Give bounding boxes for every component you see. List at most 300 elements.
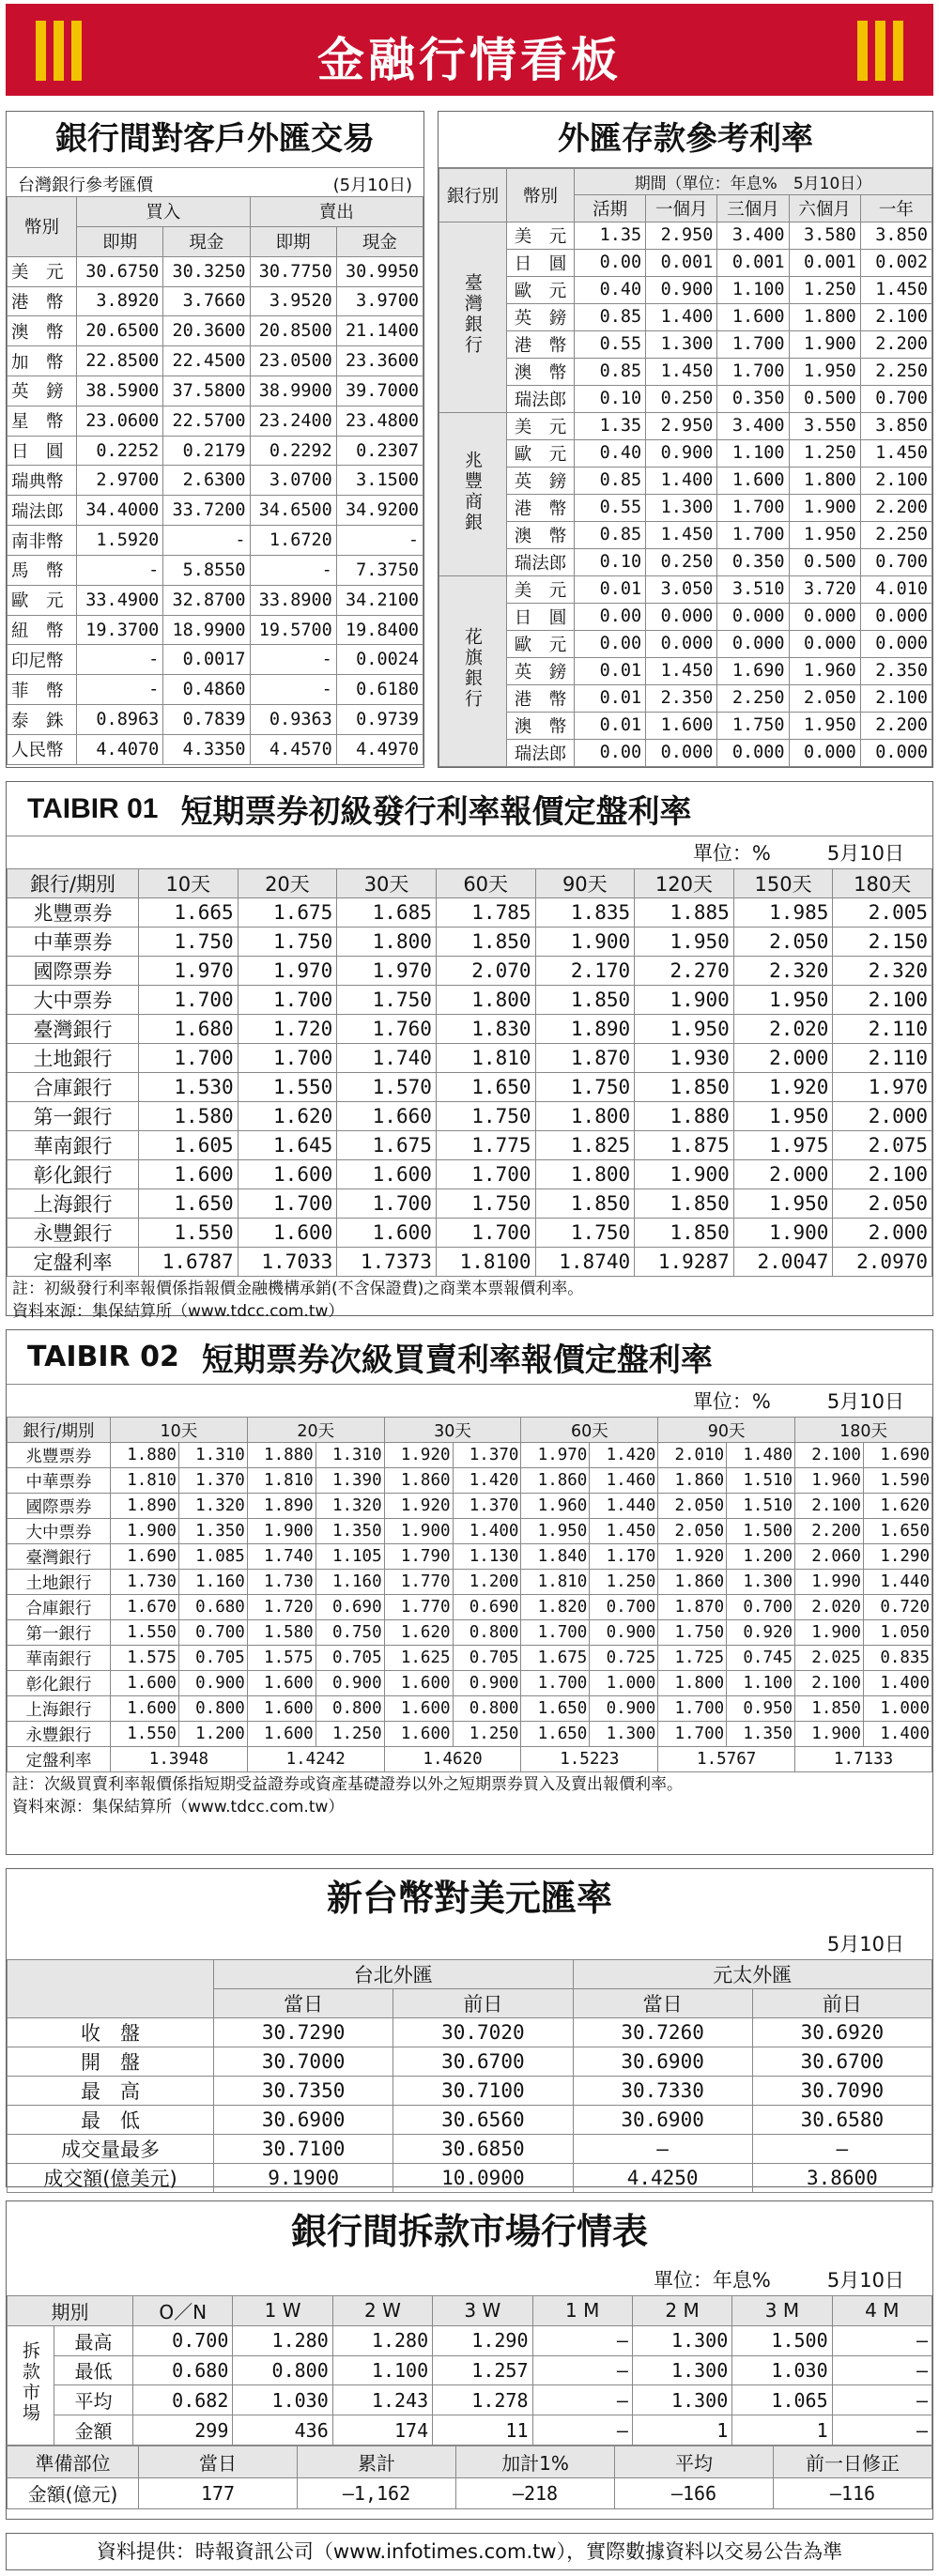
deposit-row	[439, 494, 932, 521]
table-row	[8, 1468, 932, 1494]
ntd-row	[8, 2018, 932, 2047]
rate-value: 1.770	[384, 1595, 453, 1620]
rate-value: 1.450	[590, 1519, 658, 1544]
rate-value: 1.5920	[77, 526, 163, 556]
rate-value: 1.750	[658, 1620, 727, 1646]
fixing-row	[8, 1747, 932, 1772]
rate-value: 10.0900	[393, 2164, 573, 2193]
rate-value: 1.950	[635, 928, 734, 957]
rate-value: 0.350	[717, 548, 789, 575]
rate-value: 0.500	[789, 548, 860, 575]
rate-value: 1.985	[733, 898, 833, 928]
rate-value: 1.000	[590, 1671, 658, 1696]
rate-value: 23.2400	[250, 406, 336, 436]
rate-value: 1.600	[717, 303, 789, 330]
rate-value: 34.2100	[336, 585, 423, 615]
rate-value: 1.6720	[250, 526, 336, 556]
rate-value: 1.300	[646, 494, 717, 521]
rate-value: 1	[732, 2415, 832, 2446]
rate-value: 1.685	[337, 898, 437, 928]
rate-value: 1.950	[521, 1519, 590, 1544]
rate-value: 0.800	[233, 2355, 332, 2385]
ntd-row	[8, 2135, 932, 2164]
rate-value: 2.110	[833, 1015, 932, 1044]
fx-row	[8, 256, 423, 286]
rate-value: 0.000	[789, 739, 860, 766]
rate-value: 1.440	[863, 1570, 931, 1595]
rate-value: 1.400	[453, 1519, 521, 1544]
rate-value: 0.000	[717, 603, 789, 630]
rate-value: 1.740	[247, 1544, 316, 1570]
rate-value: 2.010	[658, 1443, 727, 1468]
rate-value: 1.970	[238, 957, 337, 986]
rate-value: 1.960	[789, 657, 860, 684]
rate-value: 22.4500	[163, 346, 250, 376]
rate-value: -	[77, 555, 163, 585]
rate-value: -	[336, 526, 423, 556]
rate-value: 2.200	[860, 712, 931, 739]
rate-value: 1.35	[575, 412, 646, 439]
rate-value: 1.800	[535, 1102, 635, 1131]
interbank-panel	[6, 2200, 933, 2520]
rate-value: 2.110	[833, 1044, 932, 1073]
rate-value: 1.030	[233, 2385, 332, 2415]
rate-value: 1.250	[453, 1722, 521, 1747]
row-label: 合庫銀行	[8, 1595, 111, 1620]
currency-name: 紐 幣	[8, 615, 77, 645]
rate-value: 0.500	[789, 385, 860, 412]
table-row	[8, 1102, 932, 1131]
rate-value: 1.660	[337, 1102, 437, 1131]
rate-value: 1.290	[863, 1544, 931, 1570]
row-label: 最低	[54, 2355, 133, 2385]
table-row	[8, 1595, 932, 1620]
deposit-row	[439, 548, 932, 575]
rate-value: 0.800	[453, 1620, 521, 1646]
rate-value: 23.4800	[336, 406, 423, 436]
rate-value: 0.001	[717, 249, 789, 276]
rate-value: 0.01	[575, 657, 646, 684]
ntd-usd-panel	[6, 1868, 933, 2190]
table-row	[8, 1519, 932, 1544]
header-row	[8, 1418, 932, 1443]
rate-value: 1.760	[337, 1015, 437, 1044]
rate-value: 1.160	[316, 1570, 384, 1595]
column-header: 30天	[337, 869, 437, 898]
column-header: 120天	[635, 869, 734, 898]
fx-row	[8, 555, 423, 585]
rate-value: 1.530	[139, 1073, 239, 1102]
rate-value: 4.010	[860, 575, 931, 603]
currency-name: 港 幣	[507, 494, 575, 521]
currency-name: 歐 元	[507, 630, 575, 657]
rate-value: –116	[774, 2477, 932, 2509]
fx-row	[8, 645, 423, 675]
rate-value: 1.750	[535, 1219, 635, 1248]
rate-value: 1.200	[727, 1544, 795, 1570]
taibir02-table	[7, 1417, 932, 1772]
rate-value: 0.0017	[163, 645, 250, 675]
taibir01-note: 註：初級發行利率報價係指報價金融機構承銷(不含保證費)之商業本票報價利率。	[12, 1280, 584, 1298]
rate-value: 3.8600	[752, 2164, 931, 2193]
rate-value: 30.7750	[250, 256, 336, 286]
rate-value: -	[250, 645, 336, 675]
rate-value: 1.300	[590, 1722, 658, 1747]
rate-value: 1.3948	[111, 1747, 248, 1772]
row-label: 彰化銀行	[8, 1160, 139, 1189]
rate-value: 1.35	[575, 222, 646, 249]
rate-value: 2.025	[795, 1646, 864, 1671]
rate-value: 1.600	[646, 712, 717, 739]
rate-value: 1.620	[238, 1102, 337, 1131]
header-row	[8, 2296, 932, 2326]
rate-value: 2.320	[733, 957, 833, 986]
rate-value: 1.720	[247, 1595, 316, 1620]
rate-value: 0.001	[789, 249, 860, 276]
rate-value: 1.7373	[337, 1248, 437, 1277]
rate-value: 1.850	[535, 1189, 635, 1219]
rate-value: 1.5223	[521, 1747, 658, 1772]
row-label: 收 盤	[8, 2018, 214, 2047]
side-label: 拆款市場	[20, 2341, 40, 2425]
deposit-row	[439, 439, 932, 467]
rate-value: 1.850	[635, 1073, 734, 1102]
rate-value: 0.800	[453, 1696, 521, 1722]
rate-value: 1.000	[863, 1696, 931, 1722]
interbank-date: 5月10日	[826, 2269, 904, 2292]
rate-value: 1.4620	[384, 1747, 521, 1772]
reserve-table	[7, 2446, 932, 2509]
rate-value: 1.278	[433, 2385, 532, 2415]
column-header: 90天	[535, 869, 635, 898]
fx-h-sell: 賣出	[250, 197, 423, 227]
rate-value: 2.0970	[833, 1248, 932, 1277]
rate-value: 1.030	[732, 2355, 832, 2385]
rate-value: 1.250	[789, 276, 860, 303]
rate-value: 2.100	[860, 467, 931, 494]
rate-value: 0.700	[590, 1595, 658, 1620]
deposit-h-bank: 銀行別	[439, 169, 507, 222]
rate-value: 0.680	[133, 2355, 233, 2385]
rate-value: 1.170	[590, 1544, 658, 1570]
deposit-h-term: 一年	[860, 194, 931, 222]
rate-value: 1.690	[863, 1443, 931, 1468]
table-row	[8, 1722, 932, 1747]
row-label: 大中票券	[8, 1519, 111, 1544]
rate-value: 30.6580	[752, 2106, 931, 2135]
rate-value: 1.860	[658, 1468, 727, 1494]
interbank-row	[8, 2355, 932, 2385]
rate-value: 33.7200	[163, 496, 250, 526]
row-label: 土地銀行	[8, 1044, 139, 1073]
rate-value: 0.85	[575, 358, 646, 385]
rate-value: 0.2292	[250, 436, 336, 466]
rate-value: 2.100	[795, 1671, 864, 1696]
rate-value: 1.950	[733, 1189, 833, 1219]
rate-value: 11	[433, 2415, 532, 2446]
rate-value: 1.600	[238, 1160, 337, 1189]
rate-value: 1.250	[590, 1570, 658, 1595]
column-header: 3 M	[732, 2296, 832, 2326]
column-header: O／N	[133, 2296, 233, 2326]
rate-value: 1.900	[635, 986, 734, 1015]
rate-value: 1.085	[178, 1544, 247, 1570]
rate-value: 1.810	[247, 1468, 316, 1494]
rate-value: 0.700	[178, 1620, 247, 1646]
rate-value: 1.950	[733, 1102, 833, 1131]
rate-value: 20.3600	[163, 316, 250, 346]
table-row	[8, 1443, 932, 1468]
taibir01-unit: 單位：%	[692, 842, 771, 865]
column-header: 加計1%	[456, 2446, 615, 2478]
rate-value: 1.830	[436, 1015, 535, 1044]
rate-value: 0.00	[575, 603, 646, 630]
row-label: 第一銀行	[8, 1620, 111, 1646]
deposit-row	[439, 739, 932, 766]
row-label: 最高	[54, 2325, 133, 2355]
rate-value: 0.0024	[336, 645, 423, 675]
rate-value: 1.600	[717, 467, 789, 494]
rate-value: 2.100	[860, 303, 931, 330]
row-label: 大中票券	[8, 986, 139, 1015]
rate-value: 1.600	[384, 1722, 453, 1747]
deposit-h-term: 六個月	[789, 194, 860, 222]
currency-name: 馬 幣	[8, 555, 77, 585]
rate-value: 1.930	[635, 1044, 734, 1073]
rate-value: 20.8500	[250, 316, 336, 346]
rate-value: 1.970	[139, 957, 239, 986]
rate-value: 1.600	[111, 1696, 179, 1722]
rate-value: 0.4860	[163, 675, 250, 705]
column-header: 1 W	[233, 2296, 332, 2326]
rate-value: 1.960	[521, 1494, 590, 1519]
rate-value: –	[532, 2385, 632, 2415]
deposit-row	[439, 575, 932, 603]
table-row	[8, 1646, 932, 1671]
banner	[6, 4, 933, 96]
fx-date: (5月10日)	[332, 176, 412, 195]
column-header: 前一日修正	[774, 2446, 932, 2478]
row-label: 中華票券	[8, 928, 139, 957]
rate-value: 1.600	[238, 1219, 337, 1248]
rate-value: 30.9950	[336, 256, 423, 286]
rate-value: 2.350	[646, 684, 717, 712]
column-header: 20天	[238, 869, 337, 898]
rate-value: 1.350	[727, 1722, 795, 1747]
rate-value: -	[250, 675, 336, 705]
rate-value: 1.850	[635, 1219, 734, 1248]
rate-value: 0.725	[590, 1646, 658, 1671]
rate-value: 1.065	[732, 2385, 832, 2415]
table-row	[8, 1073, 932, 1102]
rate-value: 0.000	[646, 630, 717, 657]
currency-name: 英 鎊	[507, 303, 575, 330]
column-header: 20天	[247, 1418, 384, 1443]
column-header: 10天	[139, 869, 239, 898]
rate-value: –1,162	[298, 2477, 456, 2509]
rate-value: 4.4250	[573, 2164, 752, 2193]
rate-value: 2.0047	[733, 1248, 833, 1277]
rate-value: 1.880	[111, 1443, 179, 1468]
rate-value: 2.100	[833, 1160, 932, 1189]
deposit-row	[439, 385, 932, 412]
row-label: 平均	[54, 2385, 133, 2415]
column-header: 累計	[298, 2446, 456, 2478]
rate-value: 1.450	[646, 521, 717, 548]
rate-value: 0.01	[575, 575, 646, 603]
rate-value: 1.900	[384, 1519, 453, 1544]
rate-value: 3.400	[717, 222, 789, 249]
rate-value: 1.7033	[238, 1248, 337, 1277]
deposit-row	[439, 249, 932, 276]
fx-row	[8, 316, 423, 346]
rate-value: 0.800	[316, 1696, 384, 1722]
currency-name: 菲 幣	[8, 675, 77, 705]
rate-value: 2.200	[860, 330, 931, 358]
table-row	[8, 1620, 932, 1646]
rate-value: 1.200	[178, 1722, 247, 1747]
rate-value: 1.890	[111, 1494, 179, 1519]
currency-name: 澳 幣	[507, 712, 575, 739]
rate-value: 0.9363	[250, 705, 336, 735]
rate-value: 1.850	[436, 928, 535, 957]
rate-value: 1.310	[316, 1443, 384, 1468]
deposit-bank-name	[439, 575, 507, 766]
rate-value: 0.690	[453, 1595, 521, 1620]
column-header: 60天	[436, 869, 535, 898]
currency-name: 人民幣	[8, 734, 77, 764]
rate-value: 2.005	[833, 898, 932, 928]
currency-name: 瑞法郎	[507, 739, 575, 766]
rate-value: 1.890	[247, 1494, 316, 1519]
rate-value: 1.200	[453, 1570, 521, 1595]
rate-value: 22.5700	[163, 406, 250, 436]
rate-value: 1.950	[789, 521, 860, 548]
rate-value: 1.670	[111, 1595, 179, 1620]
rate-value: 1.800	[789, 303, 860, 330]
rate-value: 1.450	[860, 276, 931, 303]
currency-name: 港 幣	[507, 330, 575, 358]
rate-value: 1.280	[233, 2325, 332, 2355]
rate-value: 3.510	[717, 575, 789, 603]
rate-value: 0.000	[646, 603, 717, 630]
rate-value: 30.7350	[214, 2077, 393, 2106]
deposit-h-currency: 幣別	[507, 169, 575, 222]
rate-value: 22.8500	[77, 346, 163, 376]
rate-value: 1.880	[635, 1102, 734, 1131]
market-label	[8, 2325, 54, 2445]
rate-value: 1.730	[111, 1570, 179, 1595]
rate-value: 1.900	[789, 330, 860, 358]
ntd-h-taipei: 台北外匯	[214, 1960, 574, 1989]
rate-value: 1.320	[178, 1494, 247, 1519]
rate-value: 1.460	[590, 1468, 658, 1494]
fx-h-cash: 現金	[336, 226, 423, 256]
rate-value: 1.860	[384, 1468, 453, 1494]
taibir01-title: 短期票券初級發行利率報價定盤利率	[180, 793, 692, 831]
ntd-row	[8, 2164, 932, 2193]
row-label: 定盤利率	[8, 1248, 139, 1277]
rate-value: 1.600	[247, 1671, 316, 1696]
currency-name: 歐 元	[507, 439, 575, 467]
rate-value: 1.700	[717, 521, 789, 548]
rate-value: 30.6900	[573, 2106, 752, 2135]
rate-value: 2.050	[658, 1519, 727, 1544]
rate-value: 30.7100	[393, 2077, 573, 2106]
rate-value: 1.650	[521, 1722, 590, 1747]
rate-value: 2.200	[860, 494, 931, 521]
column-header: 30天	[384, 1418, 521, 1443]
rate-value: 4.4970	[336, 734, 423, 764]
rate-value: –	[832, 2355, 931, 2385]
interbank-row	[8, 2325, 932, 2355]
rate-value: 0.900	[590, 1620, 658, 1646]
currency-name: 南非幣	[8, 526, 77, 556]
rate-value: 1.8100	[436, 1248, 535, 1277]
rate-value: 1.580	[247, 1620, 316, 1646]
rate-value: 2.050	[833, 1189, 932, 1219]
rate-value: 0.000	[789, 603, 860, 630]
rate-value: 2.050	[658, 1494, 727, 1519]
rate-value: 1.970	[521, 1443, 590, 1468]
fx-row	[8, 466, 423, 496]
interbank-unit: 單位：年息%	[653, 2269, 771, 2292]
rate-value: 0.55	[575, 330, 646, 358]
rate-value: 1.310	[178, 1443, 247, 1468]
rate-value: 1.700	[238, 1189, 337, 1219]
currency-name: 印尼幣	[8, 645, 77, 675]
rate-value: 2.9700	[77, 466, 163, 496]
rate-value: 0.745	[727, 1646, 795, 1671]
rate-value: 1.790	[384, 1544, 453, 1570]
rate-value: 0.000	[646, 739, 717, 766]
rate-value: –	[832, 2325, 931, 2355]
rate-value: 1.885	[635, 898, 734, 928]
rate-value: –	[532, 2355, 632, 2385]
rate-value: 1.8740	[535, 1248, 635, 1277]
rate-value: 1.975	[733, 1131, 833, 1160]
rate-value: –	[832, 2385, 931, 2415]
rate-value: 0.900	[178, 1671, 247, 1696]
deposit-h-term: 一個月	[646, 194, 717, 222]
ntd-date: 5月10日	[826, 1933, 904, 1955]
fx-row	[8, 526, 423, 556]
rate-value: 23.3600	[336, 346, 423, 376]
rate-value: 1.875	[635, 1131, 734, 1160]
ntd-row	[8, 2077, 932, 2106]
row-label: 華南銀行	[8, 1646, 111, 1671]
fx-row	[8, 376, 423, 406]
rate-value: 30.6750	[77, 256, 163, 286]
rate-value: 1.700	[436, 1160, 535, 1189]
rate-value: 1.243	[332, 2385, 432, 2415]
rate-value: 0.900	[646, 439, 717, 467]
rate-value: 1.600	[337, 1219, 437, 1248]
currency-name: 澳 幣	[507, 358, 575, 385]
column-header: 當日	[139, 2446, 298, 2478]
deposit-row	[439, 358, 932, 385]
fx-row	[8, 705, 423, 735]
column-header: 4 M	[832, 2296, 931, 2326]
rate-value: 1.810	[521, 1570, 590, 1595]
rate-value: 2.000	[733, 1160, 833, 1189]
table-row	[8, 1570, 932, 1595]
row-label: 開 盤	[8, 2047, 214, 2077]
rate-value: 0.7839	[163, 705, 250, 735]
rate-value: 1.700	[658, 1696, 727, 1722]
rate-value: 30.3250	[163, 256, 250, 286]
rate-value: 1.990	[795, 1570, 864, 1595]
